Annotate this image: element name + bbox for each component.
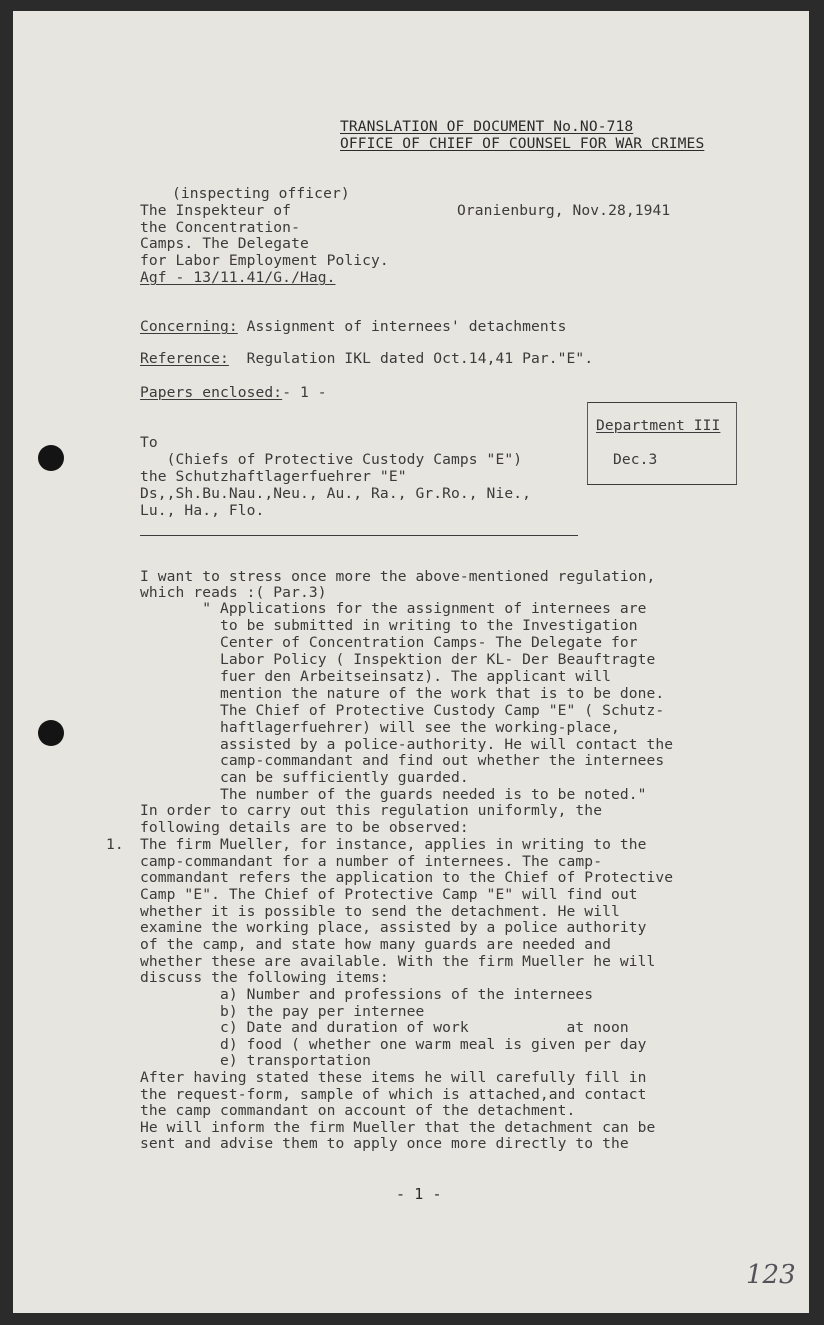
- body-line: which reads :( Par.3): [140, 584, 327, 601]
- to-line-4: Ds,,Sh.Bu.Nau.,Neu., Au., Ra., Gr.Ro., Nie.,: [140, 485, 531, 502]
- separator-rule: [140, 535, 578, 536]
- body-line: can be sufficiently guarded.: [140, 769, 469, 786]
- body-line: The number of the guards needed is to be noted.": [140, 786, 647, 803]
- place-date: Oranienburg, Nov.28,1941: [457, 202, 671, 219]
- body-line: Labor Policy ( Inspektion der KL- Der Beauftragte: [140, 651, 656, 668]
- department-box-top: [587, 402, 737, 403]
- papers-label: Papers enclosed:: [140, 384, 283, 401]
- body-line: In order to carry out this regulation uniformly, the: [140, 802, 603, 819]
- body-line: whether it is possible to send the detachment. He will: [140, 903, 620, 920]
- body-line: the request-form, sample of which is attached,and contact: [140, 1086, 647, 1103]
- list-item: e) transportation: [140, 1052, 372, 1069]
- body-line: mention the nature of the work that is to be done.: [140, 685, 665, 702]
- list-item: a) Number and professions of the internees: [140, 986, 594, 1003]
- body-line: discuss the following items:: [140, 969, 389, 986]
- sender-line-4: Camps. The Delegate: [140, 235, 309, 252]
- body-line: commandant refers the application to the Chief of Protective: [140, 869, 674, 886]
- department-label: Department III: [596, 417, 721, 434]
- body-line: sent and advise them to apply once more directly to the: [140, 1135, 629, 1152]
- body-line: to be submitted in writing to the Investigation: [140, 617, 638, 634]
- body-line: fuer den Arbeitseinsatz). The applicant will: [140, 668, 611, 685]
- body-line: camp-commandant and find out whether the internees: [140, 752, 665, 769]
- body-line: Camp "E". The Chief of Protective Camp "E" will find out: [140, 886, 638, 903]
- concerning-label: Concerning:: [140, 318, 238, 335]
- punch-hole-bottom: [38, 720, 64, 746]
- punch-hole-top: [38, 445, 64, 471]
- body-line: of the camp, and state how many guards are needed and: [140, 936, 611, 953]
- list-item: c) Date and duration of work at noon: [140, 1019, 629, 1036]
- to-line-2: (Chiefs of Protective Custody Camps "E"): [140, 451, 523, 468]
- body-line: I want to stress once more the above-mentioned regulation,: [140, 568, 656, 585]
- body-line: The firm Mueller, for instance, applies in writing to the: [140, 836, 647, 853]
- reference-text: Regulation IKL dated Oct.14,41 Par."E".: [228, 350, 594, 367]
- department-box-left: [587, 402, 588, 484]
- sender-line-1: (inspecting officer): [172, 185, 350, 202]
- body-line: After having stated these items he will carefully fill in: [140, 1069, 647, 1086]
- papers-line: [140, 385, 327, 402]
- page-number: - 1 -: [396, 1185, 442, 1203]
- body-line: whether these are available. With the firm Mueller he will: [140, 953, 656, 970]
- reference-line: [140, 351, 593, 368]
- body-line: He will inform the firm Mueller that the detachment can be: [140, 1119, 656, 1136]
- to-line-5: Lu., Ha., Flo.: [140, 502, 265, 519]
- sender-line-3: the Concentration-: [140, 219, 300, 236]
- sender-line-2: The Inspekteur of: [140, 202, 292, 219]
- sender-line-5: for Labor Employment Policy.: [140, 252, 389, 269]
- department-box-bottom: [587, 484, 737, 485]
- reference-label: Reference:: [140, 350, 229, 367]
- handwritten-page-number: 123: [746, 1260, 796, 1290]
- body-line: The Chief of Protective Custody Camp "E" ( Schutz-: [140, 702, 665, 719]
- department-box-right: [736, 402, 737, 484]
- header-translation-line: TRANSLATION OF DOCUMENT No.NO-718: [340, 118, 634, 135]
- concerning-line: [140, 319, 567, 336]
- body-line: the camp commandant on account of the detachment.: [140, 1102, 576, 1119]
- item-number: 1.: [106, 836, 124, 853]
- list-item: d) food ( whether one warm meal is given per day: [140, 1036, 647, 1053]
- header-office-line: OFFICE OF CHIEF OF COUNSEL FOR WAR CRIMES: [340, 135, 705, 152]
- body-line: following details are to be observed:: [140, 819, 469, 836]
- body-line: examine the working place, assisted by a police authority: [140, 919, 647, 936]
- to-line-1: To: [140, 434, 158, 451]
- sender-file-reference: Agf - 13/11.41/G./Hag.: [140, 269, 336, 286]
- list-item: b) the pay per internee: [140, 1003, 425, 1020]
- body-line: Center of Concentration Camps- The Delegate for: [140, 634, 638, 651]
- concerning-text: Assignment of internees' detachments: [237, 318, 567, 335]
- body-line: haftlagerfuehrer) will see the working-place,: [140, 719, 620, 736]
- body-line: " Applications for the assignment of internees are: [140, 600, 647, 617]
- department-section: Dec.3: [613, 451, 658, 468]
- papers-text: - 1 -: [282, 384, 327, 401]
- to-line-3: the Schutzhaftlagerfuehrer "E": [140, 468, 407, 485]
- body-line: camp-commandant for a number of internees. The camp-: [140, 853, 603, 870]
- body-line: assisted by a police-authority. He will contact the: [140, 736, 674, 753]
